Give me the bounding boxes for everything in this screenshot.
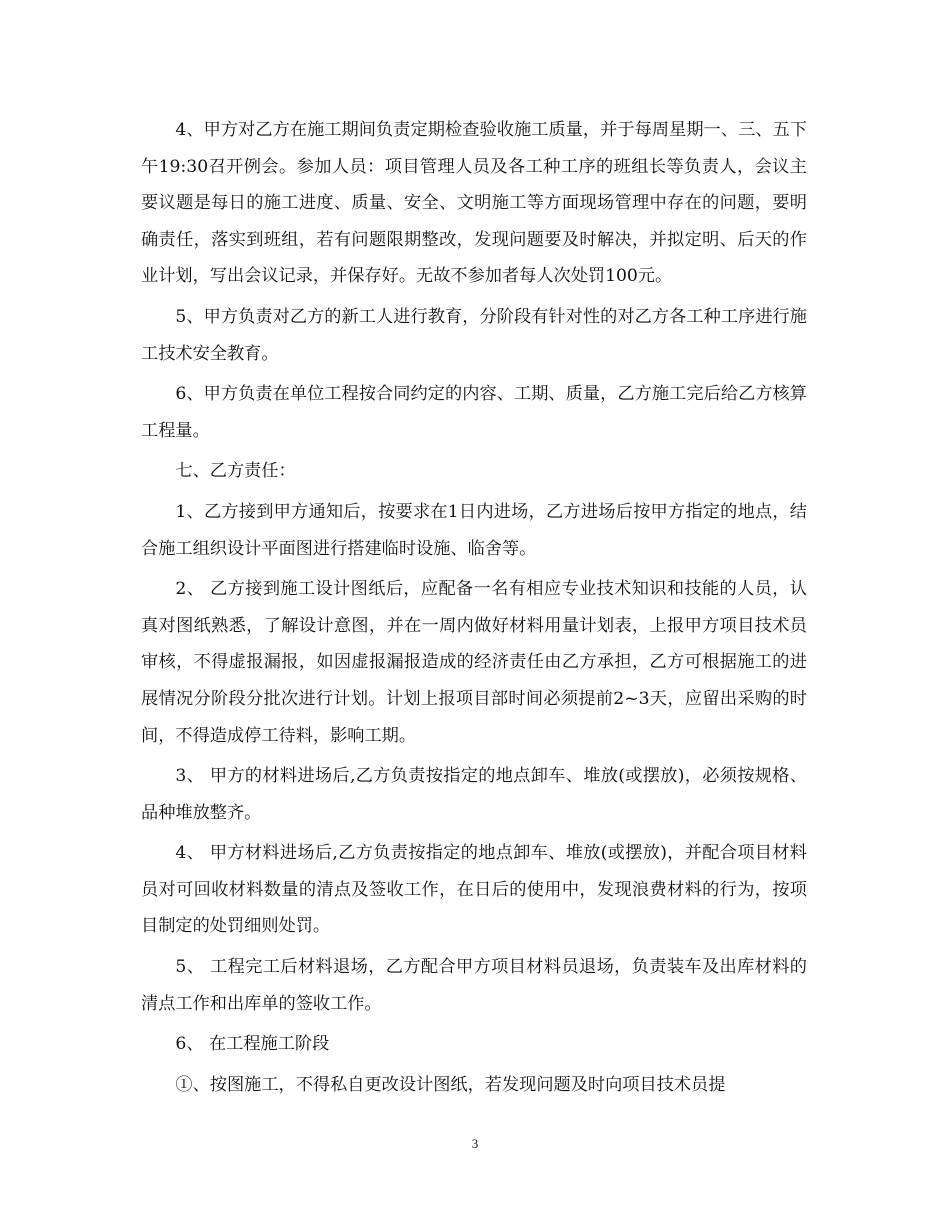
paragraph-party-a-item-4: 4、甲方对乙方在施工期间负责定期检查验收施工质量，并于每周星期一、三、五下午19:30召开例会。参加人员：项目管理人员及各工种工序的班组长等负责人，会议主要议题是每日的施工进度、质量、安全、文明施工等方面现场管理中存在的问题，要明确责任，落实到班组，若有问题限期整改，发现问题要及时解决，并拟定明、后天的作业计划，写出会议记录，并保存好。无故不参加者每人次处罚100元。 (141, 120, 807, 287)
paragraph-party-b-item-3: 3、 甲方的材料进场后,乙方负责按指定的地点卸车、堆放(或摆放)，必须按规格、品种堆放整齐。 (141, 766, 807, 823)
document-body (141, 112, 807, 1107)
paragraph-party-b-item-1: 1、乙方接到甲方通知后，按要求在1日内进场，乙方进场后按甲方指定的地点，结合施工组织设计平面图进行搭建临时设施、临舍等。 (141, 501, 807, 559)
paragraph-party-b-item-6: 6、 在工程施工阶段 (175, 1034, 330, 1055)
paragraph-party-b-item-5: 5、 工程完工后材料退场，乙方配合甲方项目材料员退场，负责装车及出库材料的清点工作和出库单的签收工作。 (141, 957, 807, 1014)
section-heading-party-b-responsibilities: 七、乙方责任： (175, 461, 296, 482)
paragraph-party-a-item-6: 6、甲方负责在单位工程按合同约定的内容、工期、质量，乙方施工完后给乙方核算工程量。 (141, 384, 807, 441)
paragraph-sub-item-1: ①、按图施工，不得私自更改设计图纸，若发现问题及时向项目技术员提 (175, 1074, 726, 1095)
paragraph-party-a-item-5: 5、甲方负责对乙方的新工人进行教育，分阶段有针对性的对乙方各工种工序进行施工技术安全教育。 (141, 306, 807, 364)
page-number: 3 (471, 1136, 479, 1151)
paragraph-party-b-item-4: 4、 甲方材料进场后,乙方负责按指定的地点卸车、堆放(或摆放)，并配合项目材料员对可回收材料数量的清点及签收工作，在日后的使用中，发现浪费材料的行为，按项目制定的处罚细则处罚。 (141, 843, 807, 937)
paragraph-party-b-item-2: 2、 乙方接到施工设计图纸后，应配备一名有相应专业技术知识和技能的人员，认真对图纸熟悉，了解设计意图，并在一周内做好材料用量计划表，上报甲方项目技术员审核，不得虚报漏报，如因虚报漏报造成的经济责任由乙方承担，乙方可根据施工的进展情况分阶段分批次进行计划。计划上报项目部时间必须提前2~3天，应留出采购的时间，不得造成停工待料，影响工期。 (141, 579, 807, 746)
